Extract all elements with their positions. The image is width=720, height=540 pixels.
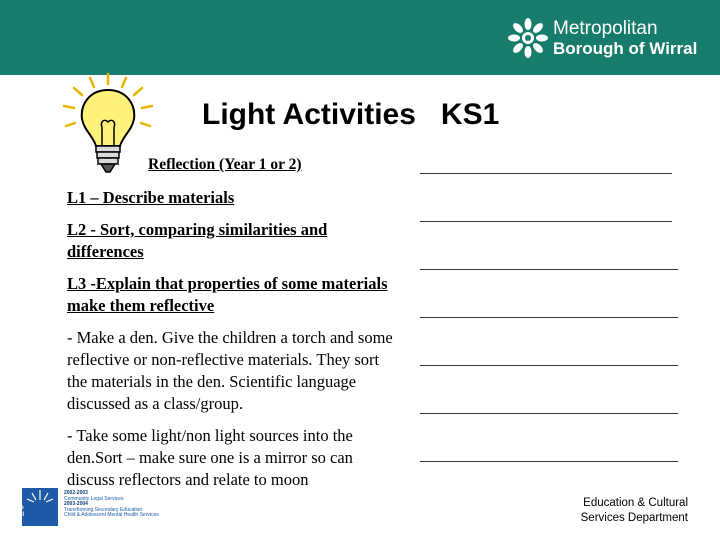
answer-line[interactable]: [420, 269, 678, 270]
answer-line[interactable]: [420, 413, 678, 414]
subtitle: Reflection (Year 1 or 2): [148, 156, 302, 173]
answer-line[interactable]: [420, 221, 672, 222]
brand-line-2: Borough of Wirral: [553, 39, 698, 58]
activity-text: - Take some light/non light sources into the den.Sort – make sure one is a mirror so can discuss reflectors and relate to moon: [67, 426, 353, 489]
activity-text: - Make a den. Give the children a torch and some reflective or non-reflective materials. They sort the materials in the den. Scientific language discussed as a class/group.: [67, 328, 393, 413]
answer-line[interactable]: [420, 173, 672, 174]
award-text: Transforming Secondary Education: [64, 506, 143, 513]
objective-l1: L1 – Describe materials: [67, 188, 235, 207]
objective-l3: L3 -Explain that properties of some materials make them reflective: [67, 274, 388, 315]
beacon-line-1: Beacon: [2, 505, 24, 511]
department-name: [581, 496, 688, 526]
answer-line[interactable]: [420, 461, 678, 462]
brand-name: [553, 19, 697, 59]
wirral-logo-icon: [508, 18, 548, 58]
award-year: 2003-2004: [64, 501, 88, 508]
beacon-awards: [64, 491, 159, 519]
beacon-council-text: [2, 505, 36, 519]
dept-line-2: Services Department: [580, 512, 688, 524]
answer-line[interactable]: [420, 365, 678, 366]
award-year: 2002-2003: [64, 490, 88, 496]
award-text: Child & Adolescent Mental Health Services: [64, 512, 159, 519]
brand-line-1: Metropolitan: [553, 18, 658, 39]
award-text: Community Legal Services: [64, 495, 124, 502]
objective-l2: L2 - Sort, comparing similarities and differences: [67, 220, 328, 261]
dept-line-1: Education & Cultural: [583, 497, 688, 509]
answer-line[interactable]: [420, 317, 678, 318]
light-bulb-icon: [60, 72, 160, 180]
page-title: Light Activities KS1: [202, 98, 500, 131]
beacon-line-2: Council: [2, 512, 24, 518]
